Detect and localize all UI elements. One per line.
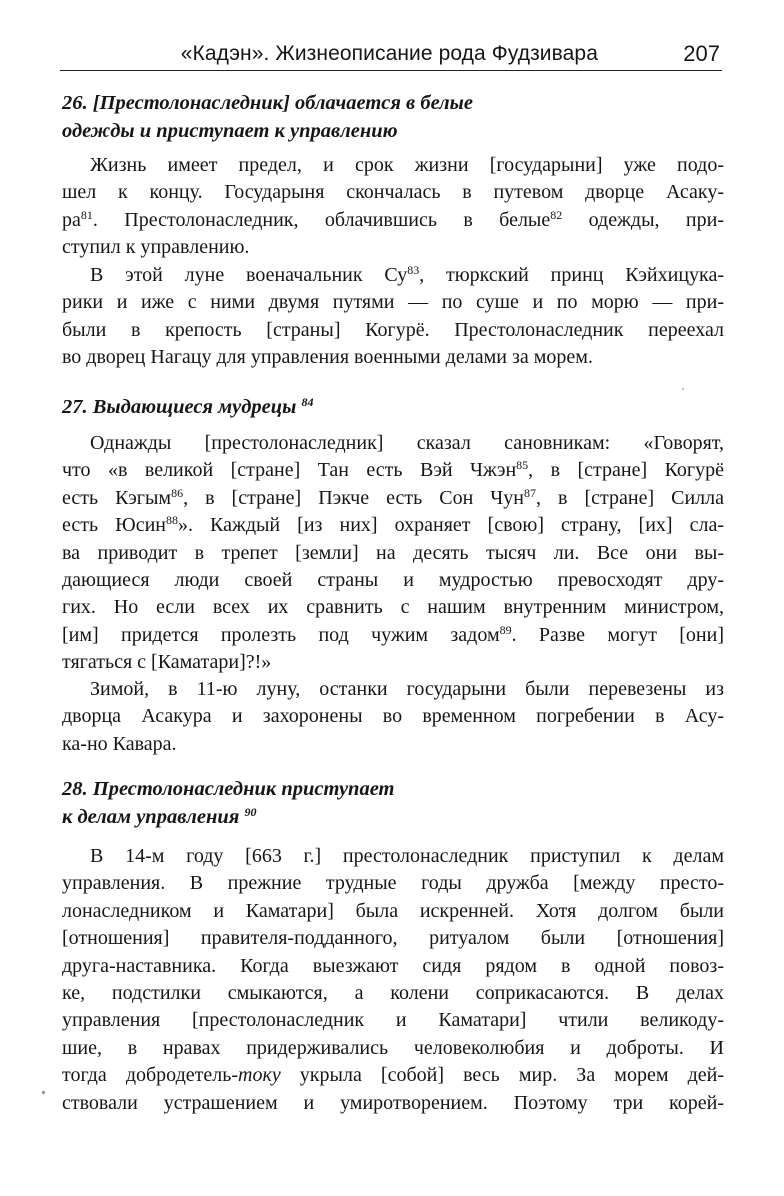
text-line: шие, в нравах придерживались человеколюбия и доброты. И	[62, 1036, 724, 1059]
heading-line: к делам управления $^{90}$	[62, 804, 257, 828]
text-line: ке, подстилки смыкаются, а колени соприкасаются. В делах	[62, 981, 724, 1004]
paragraph	[62, 262, 724, 372]
text-line: [отношения] правителя-подданного, ритуалом были [отношения]	[62, 927, 724, 950]
heading-line: 28. Престолонаследник приступает	[62, 778, 395, 800]
footnote-ref: 82	[550, 207, 563, 222]
text-line: В 14-м году [663 г.] престолонаследник приступил к делам	[90, 845, 724, 867]
text-line: ступил к управлению.	[62, 236, 250, 259]
text-line: друга-наставника. Когда выезжают сидя рядом в одной повоз-	[62, 954, 724, 977]
text-line: Однажды [престолонаследник] сказал сановникам: «Говорят,	[90, 432, 724, 454]
scan-speck	[42, 1091, 45, 1094]
heading-line: 26. [Престолонаследник] облачается в белые	[62, 92, 474, 114]
heading-line: 27. Выдающиеся мудрецы $^{84}$	[62, 395, 314, 418]
scan-speck	[682, 388, 684, 390]
section-heading-27	[62, 394, 313, 422]
text-line: В этой луне военачальник $Су^{83}$, тюркский принц Кэйхицука-	[90, 263, 724, 286]
text-line: во дворец Нагацу для управления военными делами за морем.	[62, 346, 593, 369]
footnote-ref: 85	[516, 458, 529, 473]
section-heading-26	[62, 90, 473, 145]
section-heading-28	[62, 776, 394, 831]
text-line: тягаться с [Каматари]?!»	[62, 651, 272, 674]
paragraph	[62, 152, 724, 262]
text-line: есть Кэгым$^{86}$, в [стране] Пэкче есть Сон Чун$^{87}$, в [стране] Силла	[62, 485, 724, 509]
footnote-ref: 84	[301, 395, 314, 409]
text-line: рики и иже с ними двумя путями — по суше и по морю — при-	[62, 291, 724, 314]
text-line: управления [престолонаследник и Каматари] чтили великоду-	[62, 1009, 724, 1032]
paragraph	[62, 843, 724, 1117]
text-line: шел к концу. Государыня скончалась в путевом дворце Асаку-	[62, 181, 724, 204]
page-number: 207	[683, 41, 720, 66]
footnote-ref: 86	[171, 485, 184, 500]
footnote-ref: 81	[80, 207, 93, 222]
text-line: тогда добродетель-току укрыла [собой] весь мир. За морем дей-	[62, 1064, 724, 1087]
text-line: управления. В прежние трудные годы дружба [между престо-	[62, 872, 724, 895]
text-line: дворца Асакура и захоронены во временном погребении в Асу-	[62, 705, 724, 728]
footnote-ref: 87	[524, 485, 536, 500]
text-line: Зимой, в 11-ю луну, останки государыни были перевезены из	[90, 678, 724, 700]
footnote-ref: 90	[244, 804, 257, 819]
text-line: есть Юсин$^{88}$». Каждый [из них] охраняет [свою] страну, [их] сла-	[62, 513, 724, 537]
footnote-ref: 88	[166, 513, 178, 528]
footnote-ref: 83	[407, 263, 420, 277]
italic-term: току	[238, 1064, 281, 1087]
text-line: лонаследником и Каматари] была искренней. Хотя долгом были	[62, 899, 724, 922]
text-line: что «в великой [стране] Тан есть Вэй Чжэн$^{85}$, в [стране] Когурё	[62, 458, 724, 482]
running-head-title: «Кадэн». Жизнеописание рода Фудзивара	[180, 42, 598, 65]
text-line: ка-но Кавара.	[62, 732, 177, 755]
text-line: были в крепость [страны] Когурё. Престолонаследник переехал	[62, 318, 724, 341]
footnote-ref: 89	[499, 622, 512, 637]
running-head	[60, 40, 722, 71]
paragraph	[62, 676, 724, 758]
text-line: ствовали устрашением и умиротворением. Поэтому три корей-	[62, 1091, 724, 1114]
text-line: Жизнь имеет предел, и срок жизни [государыни] уже подо-	[90, 154, 724, 176]
paragraph	[62, 430, 724, 677]
text-line: ва приводит в трепет [земли] на десять тысяч ли. Все они вы-	[62, 541, 724, 564]
text-line: гих. Но если всех их сравнить с нашим внутренним министром,	[62, 596, 724, 619]
heading-line: одежды и приступает к управлению	[62, 119, 398, 142]
text-line: [им] придется пролезть под чужим задом$^{89}$. Разве могут [они]	[62, 622, 724, 646]
text-line: дающиеся люди своей страны и мудростью превосходят дру-	[62, 568, 724, 591]
text-line: $ра^{81}$. Престолонаследник, облачившись в белые$^{82}$ одежды, при-	[62, 207, 724, 231]
